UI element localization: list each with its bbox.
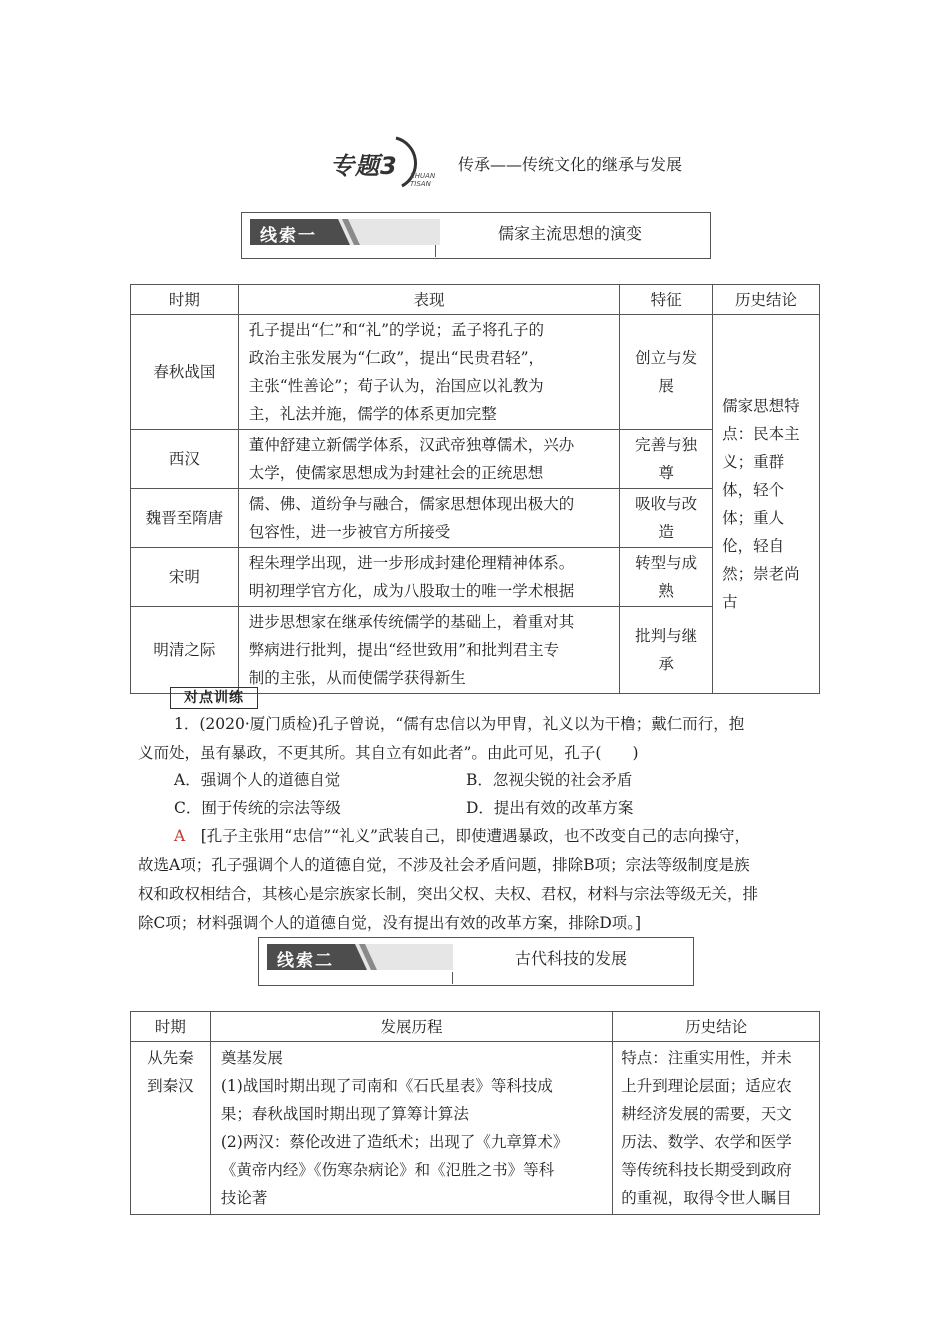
header-process: 发展历程 [210,1012,612,1042]
option-b: B．忽视尖锐的社会矛盾 [466,771,633,789]
clue-title: 古代科技的发展 [515,949,628,968]
feature-cell: 转型与成 熟 [620,548,713,607]
period-cell: 宋明 [131,548,239,607]
process-cell: 奠基发展 (1)战国时期出现了司南和《石氏星表》等科技成 果；春秋战国时期出现了算筹计算法 (2)两汉：蔡伦改进了造纸术；出现了《九章算术》 《黄帝内经》《伤寒杂病论》和《氾胜之书》等科 技论著 [210,1042,612,1215]
clue-label: 线索二 [277,951,334,971]
confucian-evolution-table [130,284,820,694]
manifestation-cell: 程朱理学出现，进一步形成封建伦理精神体系。 明初理学官方化，成为八股取士的唯一学术根据 [238,548,619,607]
period-cell: 西汉 [131,430,239,489]
period-cell: 魏晋至隋唐 [131,489,239,548]
header-feature: 特征 [620,285,713,315]
header-period: 时期 [131,1012,211,1042]
period-cell: 从先秦 到秦汉 [131,1042,211,1215]
answer-letter: A [174,827,186,845]
header-manifestation: 表现 [238,285,619,315]
table-header-row [131,285,820,315]
question-stem: 1．(2020·厦门质检)孔子曾说，“儒有忠信以为甲胄，礼义以为干橹；戴仁而行，抱 义而处，虽有暴政，不更其所。其自立有如此者”。由此可见，孔子( ) [138,715,745,762]
topic-number: 专题3 [330,152,398,180]
option-d: D．提出有效的改革方案 [466,799,634,817]
feature-cell: 创立与发 展 [620,315,713,430]
period-cell: 明清之际 [131,607,239,694]
science-tech-table [130,1011,820,1215]
clue-divider [435,245,436,257]
clue-label: 线索一 [260,226,317,246]
option-a: A．强调个人的道德自觉 [174,771,341,789]
table-header-row [131,1012,820,1042]
clue-box-1 [241,212,711,259]
topic-pinyin: ZHUAN TISAN [410,172,436,188]
conclusion-cell: 儒家思想特 点：民本主 义；重群 体，轻个 体；重人 伦，轻自 然；崇老尚 古 [713,315,820,694]
clue-divider [452,972,453,984]
feature-cell: 吸收与改 造 [620,489,713,548]
feature-cell: 批判与继 承 [620,607,713,694]
manifestation-cell: 儒、佛、道纷争与融合，儒家思想体现出极大的 包容性，进一步被官方所接受 [238,489,619,548]
clue-box-2 [258,937,694,986]
header-period: 时期 [131,285,239,315]
clue-title: 儒家主流思想的演变 [498,224,643,243]
header-conclusion: 历史结论 [713,285,820,315]
manifestation-cell: 董仲舒建立新儒学体系，汉武帝独尊儒术，兴办 太学，使儒家思想成为封建社会的正统思想 [238,430,619,489]
option-c: C．囿于传统的宗法等级 [174,799,341,817]
manifestation-cell: 孔子提出“仁”和“礼”的学说；孟子将孔子的 政治主张发展为“仁政”，提出“民贵君轻”， 主张“性善论”；荀子认为，治国应以礼教为 主，礼法并施，儒学的体系更加完整 [238,315,619,430]
table-row [131,315,820,430]
conclusion-cell: 特点：注重实用性，并未 上升到理论层面；适应农 耕经济发展的需要，天文 历法、数学、农学和医学 等传统科技长期受到政府 的重视，取得令世人瞩目 [613,1042,820,1215]
feature-cell: 完善与独 尊 [620,430,713,489]
header-conclusion: 历史结论 [613,1012,820,1042]
answer-explanation: A [孔子主张用“忠信”“礼义”武装自己，即使遭遇暴政，也不改变自己的志向操守， 故选A项；孔子强调个人的道德自觉，不涉及社会矛盾问题，排除B项；宗法等级制度是族 权和政权相结合，其核心是宗族家长制，突出父权、夫权、君权，材料与宗法等级无关，排 除C项；材料强调个人的道德自觉，没有提出有效的改革方案，排除D项。] [138,827,759,932]
table-row [131,1042,820,1215]
period-cell: 春秋战国 [131,315,239,430]
topic-title: 传承——传统文化的继承与发展 [458,155,683,174]
manifestation-cell: 进步思想家在继承传统儒学的基础上，着重对其 弊病进行批判，提出“经世致用”和批判君主专 制的主张，从而使儒学获得新生 [238,607,619,694]
practice-label: 对点训练 [170,687,258,709]
